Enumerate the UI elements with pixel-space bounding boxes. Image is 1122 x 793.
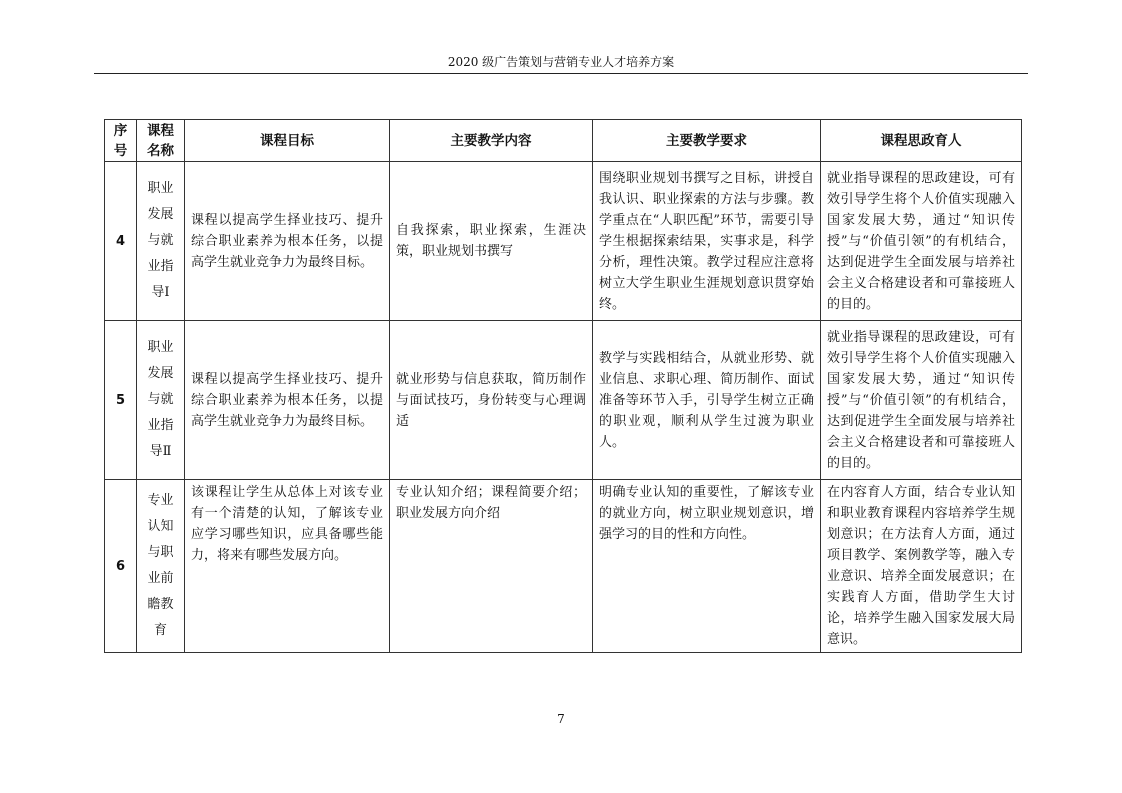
col-header-ideology: 课程思政育人	[821, 120, 1022, 162]
course-requirement: 明确专业认知的重要性，了解该专业的就业方向，树立职业规划意识，增强学习的目的性和方向性。	[593, 480, 821, 653]
course-content: 就业形势与信息获取，简历制作与面试技巧，身份转变与心理调适	[390, 321, 593, 480]
course-name: 专业认知与职业前瞻教育	[137, 480, 185, 653]
page-header-title: 2020 级广告策划与营销专业人才培养方案	[447, 55, 675, 69]
course-goal: 课程以提高学生择业技巧、提升综合职业素养为根本任务，以提高学生就业竞争力为最终目标。	[185, 162, 390, 321]
course-content: 专业认知介绍；课程简要介绍；职业发展方向介绍	[390, 480, 593, 653]
header-divider	[94, 73, 1028, 74]
row-index: 5	[105, 321, 137, 480]
row-index: 6	[105, 480, 137, 653]
col-header-index: 序号	[105, 120, 137, 162]
table-header-row	[105, 120, 1022, 162]
course-ideology: 就业指导课程的思政建设，可有效引导学生将个人价值实现融入国家发展大势，通过“知识传授”与“价值引领”的有机结合，达到促进学生全面发展与培养社会主义合格建设者和可靠接班人的目的。	[821, 321, 1022, 480]
course-goal: 该课程让学生从总体上对该专业有一个清楚的认知，了解该专业应学习哪些知识，应具备哪些能力，将来有哪些发展方向。	[185, 480, 390, 653]
table-row	[105, 162, 1022, 321]
course-goal: 课程以提高学生择业技巧、提升综合职业素养为根本任务，以提高学生就业竞争力为最终目标。	[185, 321, 390, 480]
col-header-course-name: 课程名称	[137, 120, 185, 162]
course-content: 自我探索，职业探索，生涯决策，职业规划书撰写	[390, 162, 593, 321]
col-header-content: 主要教学内容	[390, 120, 593, 162]
row-index: 4	[105, 162, 137, 321]
course-name: 职业发展与就业指导Ⅱ	[137, 321, 185, 480]
table-row	[105, 480, 1022, 653]
course-name: 职业发展与就业指导Ⅰ	[137, 162, 185, 321]
table-row	[105, 321, 1022, 480]
course-ideology: 在内容育人方面，结合专业认知和职业教育课程内容培养学生规划意识；在方法育人方面，通过项目教学、案例教学等，融入专业意识、培养全面发展意识；在实践育人方面，借助学生大讨论，培养学生融入国家发展大局意识。	[821, 480, 1022, 653]
course-ideology: 就业指导课程的思政建设，可有效引导学生将个人价值实现融入国家发展大势，通过“知识传授”与“价值引领”的有机结合，达到促进学生全面发展与培养社会主义合格建设者和可靠接班人的目的。	[821, 162, 1022, 321]
col-header-goal: 课程目标	[185, 120, 390, 162]
col-header-requirement: 主要教学要求	[593, 120, 821, 162]
course-table	[104, 119, 1022, 653]
page-number: 7	[557, 712, 565, 726]
course-requirement: 教学与实践相结合，从就业形势、就业信息、求职心理、简历制作、面试准备等环节入手，引导学生树立正确的职业观，顺利从学生过渡为职业人。	[593, 321, 821, 480]
course-requirement: 围绕职业规划书撰写之目标，讲授自我认识、职业探索的方法与步骤。教学重点在“人职匹配”环节，需要引导学生根据探索结果，实事求是，科学分析，理性决策。教学过程应注意将树立大学生职业生涯规划意识贯穿始终。	[593, 162, 821, 321]
